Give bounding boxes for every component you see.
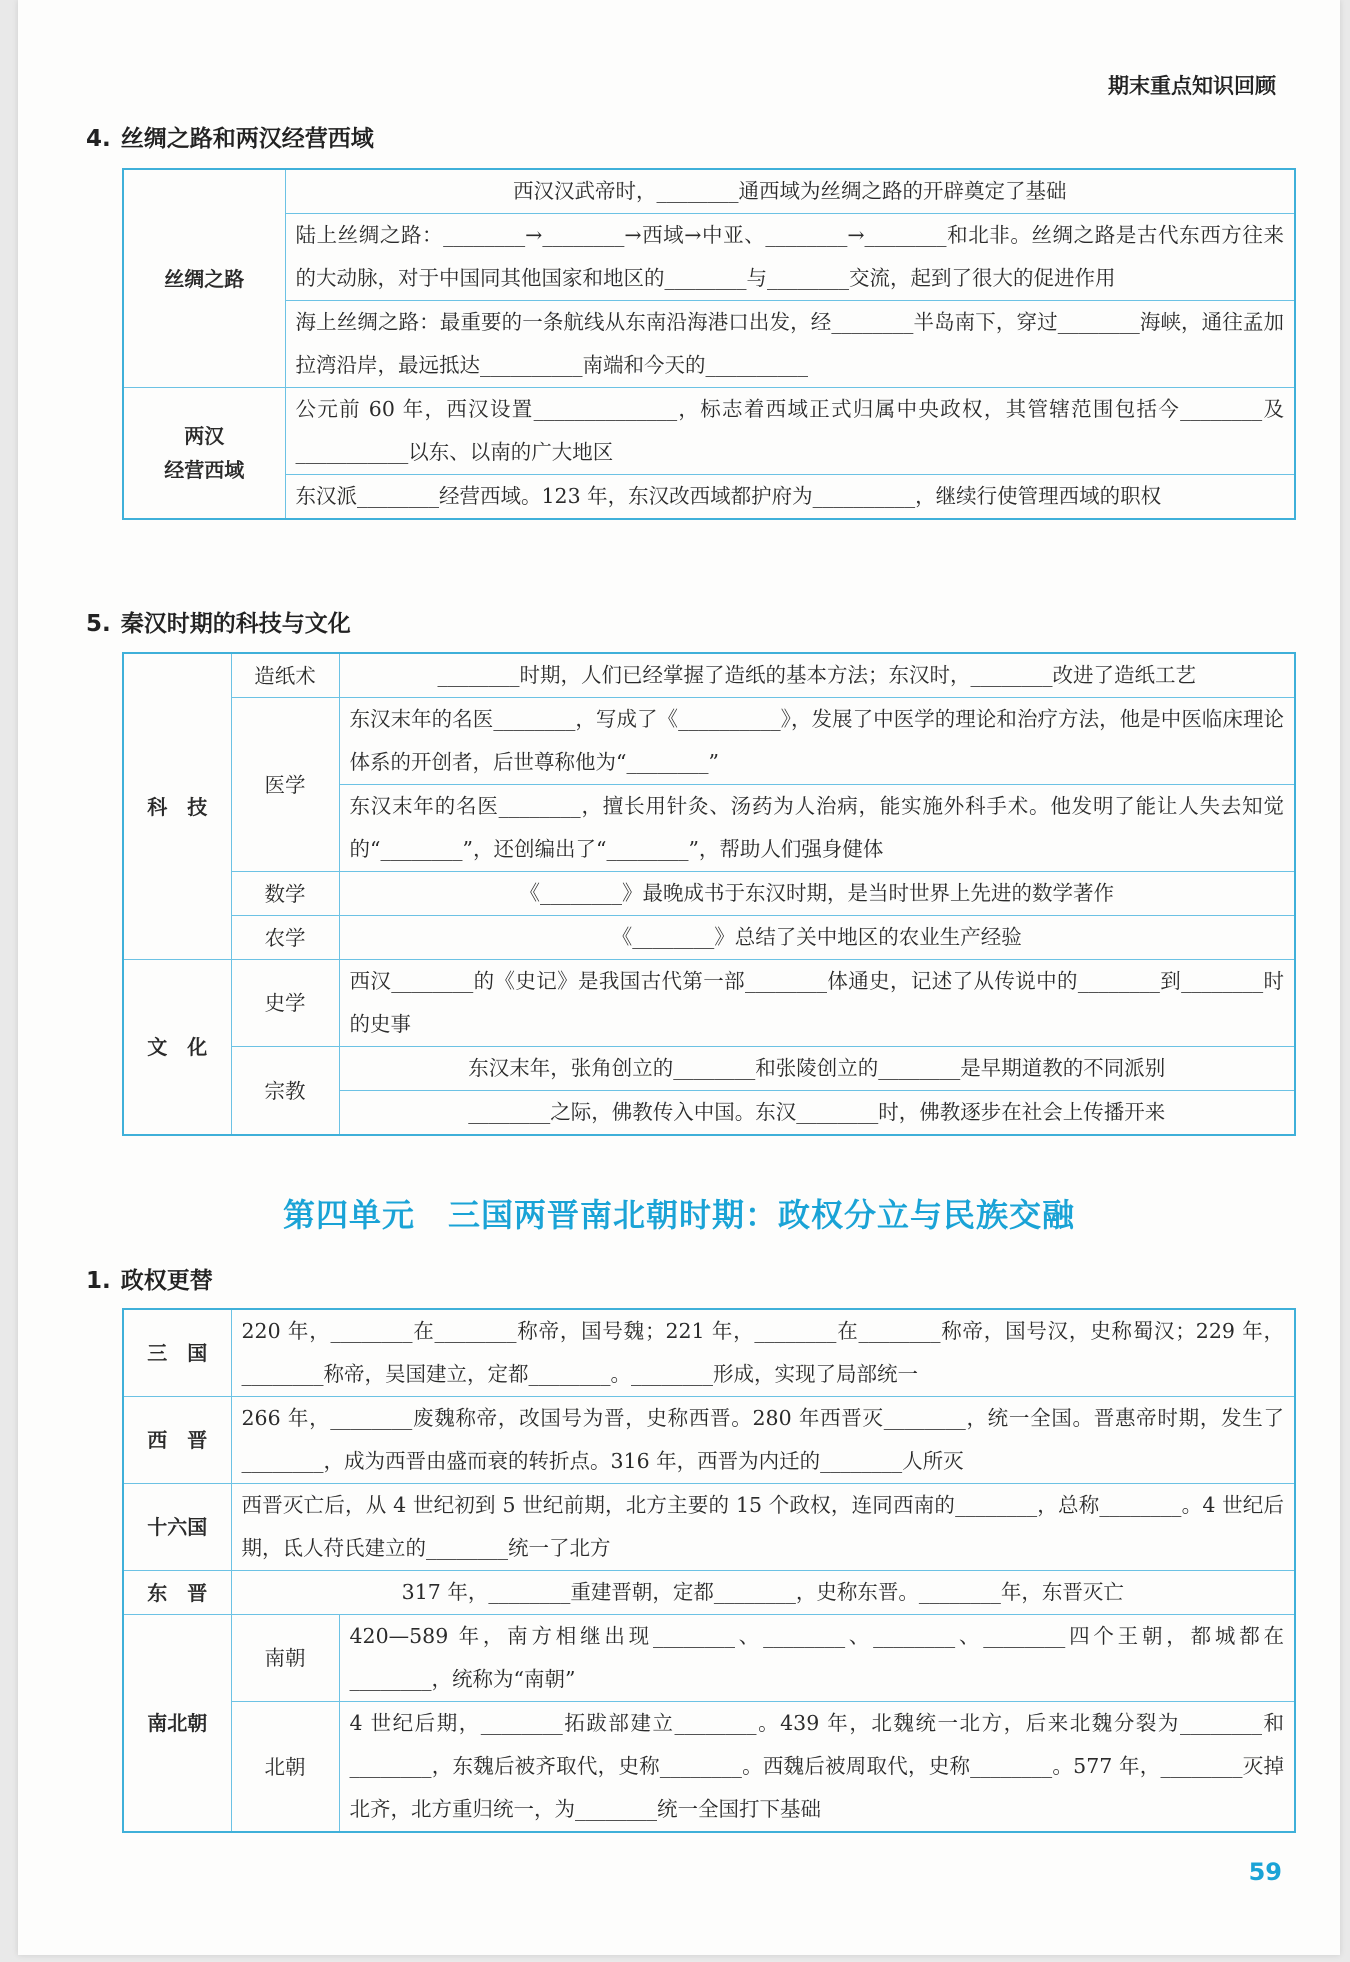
content-cell: 《________》总结了关中地区的农业生产经验 [339, 916, 1295, 960]
section-title: 政权更替 [120, 1268, 213, 1294]
subcategory-cell: 医学 [231, 698, 339, 872]
content-cell: 266 年，________废魏称帝，改国号为晋，史称西晋。280 年西晋灭________，统一全国。晋惠帝时期，发生了________，成为西晋由盛而衰的转折点。316 年，西晋为内迁的________人所灭 [231, 1397, 1295, 1484]
subcategory-cell: 造纸术 [231, 653, 339, 698]
category-cell: 科 技 [123, 653, 231, 960]
science-culture-table [122, 652, 1296, 1136]
content-cell: 西汉________的《史记》是我国古代第一部________体通史，记述了从传说中的________到________时的史事 [339, 960, 1295, 1047]
table-row [123, 169, 1295, 214]
content-cell: 《________》最晚成书于东汉时期，是当时世界上先进的数学著作 [339, 872, 1295, 916]
table-row [123, 475, 1295, 520]
category-cell: 三 国 [123, 1309, 231, 1397]
silk-road-table [122, 168, 1296, 520]
running-header: 期末重点知识回顾 [1108, 74, 1276, 98]
table-row [123, 1047, 1295, 1091]
table-row [123, 388, 1295, 475]
table-row [123, 960, 1295, 1047]
content-cell: 4 世纪后期，________拓跋部建立________。439 年，北魏统一北方，后来北魏分裂为________和________，东魏后被齐取代，史称________。西魏后被周取代，史称________。577 年，________灭掉北齐，北方重归统一，为________统一全国打下基础 [339, 1702, 1295, 1833]
subcategory-cell: 农学 [231, 916, 339, 960]
content-cell: 西汉汉武帝时，________通西域为丝绸之路的开辟奠定了基础 [285, 169, 1295, 214]
content-cell: 220 年，________在________称帝，国号魏；221 年，________在________称帝，国号汉，史称蜀汉；229 年，________称帝，吴国建立，定都________。________形成，实现了局部统一 [231, 1309, 1295, 1397]
section-number: 5. [86, 611, 111, 637]
table-row [123, 872, 1295, 916]
page [18, 0, 1340, 1955]
page-number: 59 [1248, 1858, 1282, 1886]
subcategory-cell: 宗教 [231, 1047, 339, 1136]
unit-title: 第四单元 三国两晋南北朝时期：政权分立与民族交融 [282, 1196, 1075, 1234]
section-title: 秦汉时期的科技与文化 [120, 611, 351, 637]
table-row [123, 1397, 1295, 1484]
category-cell: 十六国 [123, 1484, 231, 1571]
table-row [123, 1615, 1295, 1702]
table-row [123, 653, 1295, 698]
content-cell: 海上丝绸之路：最重要的一条航线从东南沿海港口出发，经________半岛南下，穿过________海峡，通往孟加拉湾沿岸，最远抵达__________南端和今天的__________ [285, 301, 1295, 388]
table-row [123, 698, 1295, 785]
category-cell: 丝绸之路 [123, 169, 285, 388]
content-cell: 东汉末年，张角创立的________和张陵创立的________是早期道教的不同派别 [339, 1047, 1295, 1091]
table-row [123, 916, 1295, 960]
section-5-heading [86, 605, 351, 638]
subcategory-cell: 北朝 [231, 1702, 339, 1833]
table-row [123, 1571, 1295, 1615]
content-cell: 陆上丝绸之路：________→________→西域→中亚、________→________和北非。丝绸之路是古代东西方往来的大动脉，对于中国同其他国家和地区的________与________交流，起到了很大的促进作用 [285, 214, 1295, 301]
table-row [123, 1702, 1295, 1833]
category-cell: 文 化 [123, 960, 231, 1136]
subcategory-cell: 数学 [231, 872, 339, 916]
subcategory-cell: 史学 [231, 960, 339, 1047]
content-cell: 317 年，________重建晋朝，定都________，史称东晋。________年，东晋灭亡 [231, 1571, 1295, 1615]
section-number: 4. [86, 126, 111, 152]
section-4-heading [86, 120, 374, 153]
section-title: 丝绸之路和两汉经营西域 [120, 126, 374, 152]
content-cell: 公元前 60 年，西汉设置______________，标志着西域正式归属中央政权，其管辖范围包括今________及___________以东、以南的广大地区 [285, 388, 1295, 475]
content-cell: ________时期，人们已经掌握了造纸的基本方法；东汉时，________改进了造纸工艺 [339, 653, 1295, 698]
category-cell: 东 晋 [123, 1571, 231, 1615]
category-cell: 两汉 经营西域 [123, 388, 285, 520]
category-cell: 西 晋 [123, 1397, 231, 1484]
content-cell: 东汉末年的名医________，擅长用针灸、汤药为人治病，能实施外科手术。他发明了能让人失去知觉的“________”，还创编出了“________”，帮助人们强身健体 [339, 785, 1295, 872]
category-cell: 南北朝 [123, 1615, 231, 1833]
section-number: 1. [86, 1268, 111, 1294]
content-cell: 420—589 年，南方相继出现________、________、________、________四个王朝，都城都在________，统称为“南朝” [339, 1615, 1295, 1702]
content-cell: 东汉末年的名医________，写成了《__________》，发展了中医学的理论和治疗方法，他是中医临床理论体系的开创者，后世尊称他为“________” [339, 698, 1295, 785]
subcategory-cell: 南朝 [231, 1615, 339, 1702]
regime-change-table [122, 1308, 1296, 1833]
content-cell: ________之际，佛教传入中国。东汉________时，佛教逐步在社会上传播开来 [339, 1091, 1295, 1136]
table-row [123, 1309, 1295, 1397]
section-1-heading [86, 1262, 213, 1295]
table-row [123, 1484, 1295, 1571]
table-row [123, 214, 1295, 301]
content-cell: 西晋灭亡后，从 4 世纪初到 5 世纪前期，北方主要的 15 个政权，连同西南的________，总称________。4 世纪后期，氐人苻氏建立的________统一了北方 [231, 1484, 1295, 1571]
content-cell: 东汉派________经营西域。123 年，东汉改西域都护府为__________，继续行使管理西域的职权 [285, 475, 1295, 520]
table-row [123, 301, 1295, 388]
